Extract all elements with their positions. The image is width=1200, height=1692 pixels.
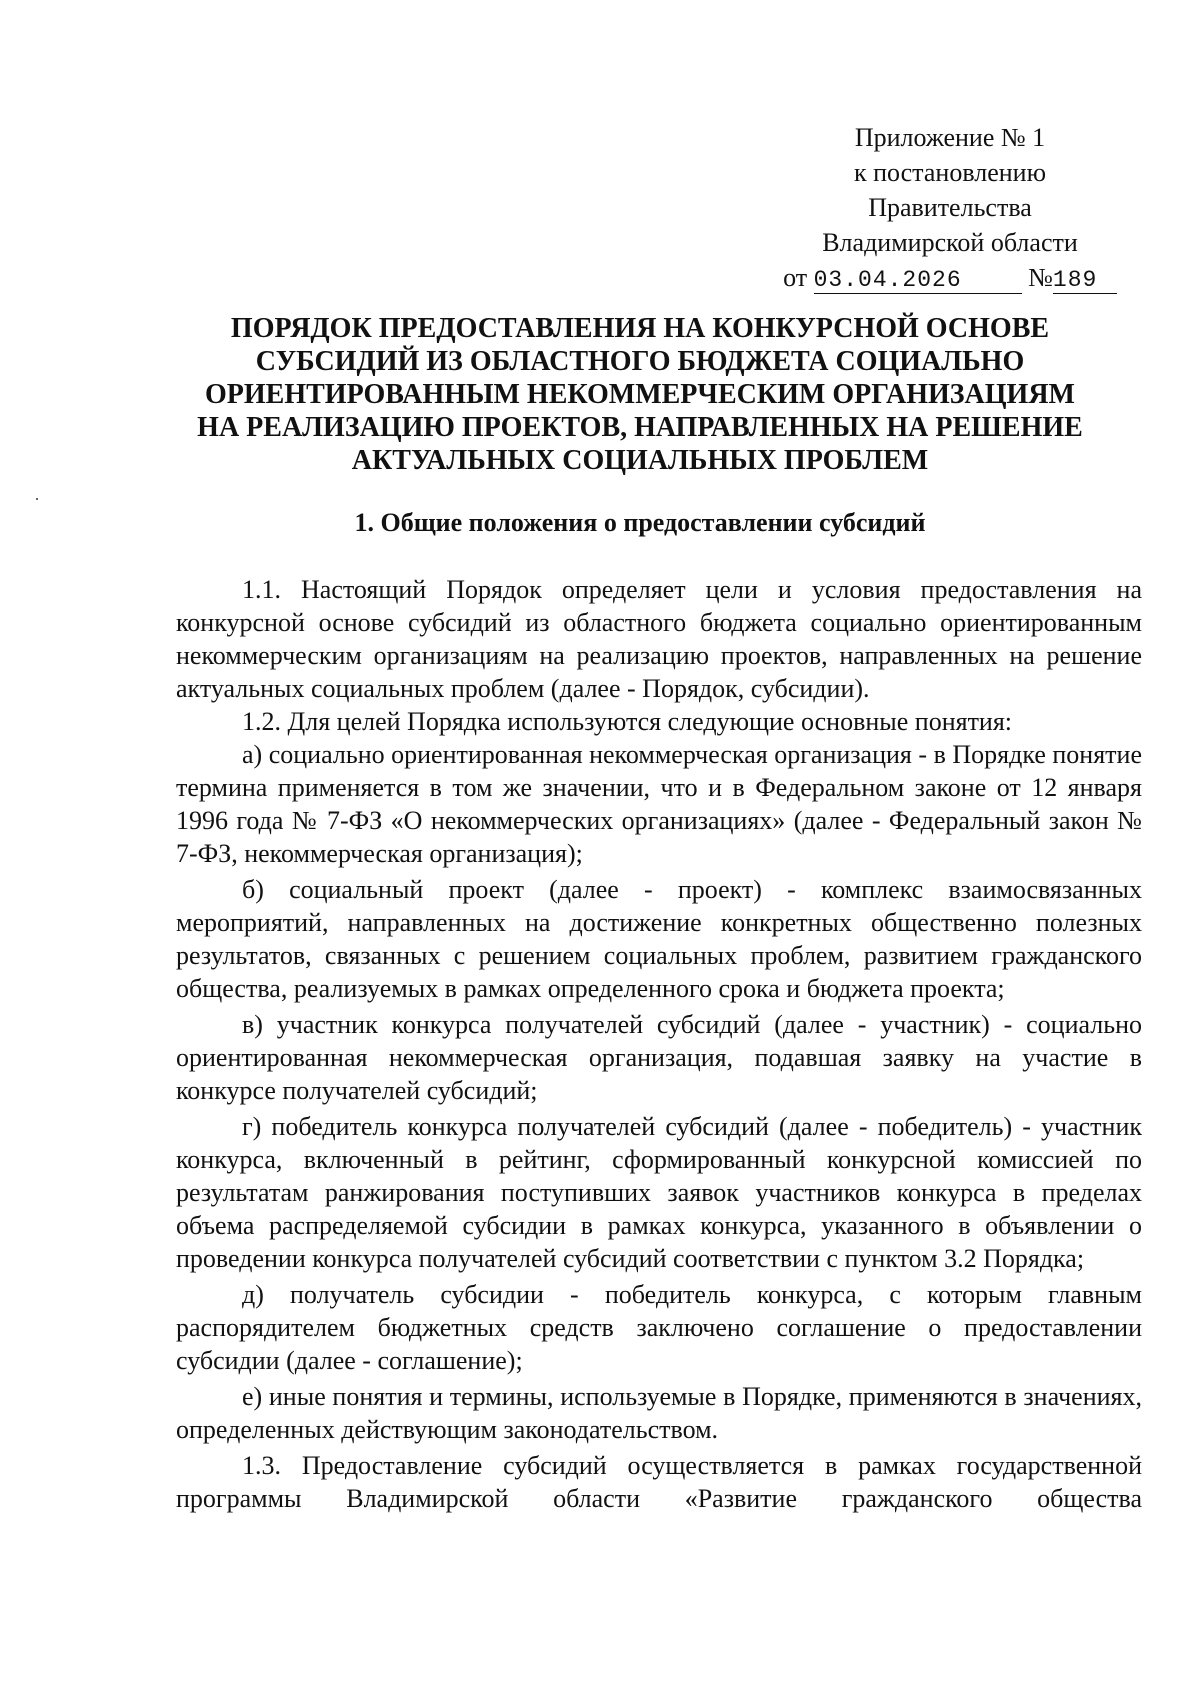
paragraph-1-1: 1.1. Настоящий Порядок определяет цели и условия предоставления на конкурсной основе субсидий из областного бюджета социально ориентированным некоммерческим организациям на реализацию проектов, направленных на решение актуальных социальных проблем (далее - Порядок, субсидии). <box>176 575 1142 703</box>
section-heading: 1. Общие положения о предоставлении субсидий <box>354 508 926 537</box>
title-line-5: АКТУАЛЬНЫХ СОЦИАЛЬНЫХ ПРОБЛЕМ <box>351 445 929 476</box>
paragraph-item-v: в) участник конкурса получателей субсидий (далее - участник) - социально ориентированная некоммерческая организация, подавшая заявку на участие в конкурсе получателей субсидий; <box>176 1010 1142 1105</box>
paragraph-item-a: а) социально ориентированная некоммерческая организация - в Порядке понятие термина применяется в том же значении, что и в Федеральном законе от 12 января 1996 года № 7-ФЗ «О некоммерческих организациях» (далее - Федеральный закон № 7-ФЗ, некоммерческая организация); <box>176 740 1142 868</box>
title-line-1: ПОРЯДОК ПРЕДОСТАВЛЕНИЯ НА КОНКУРСНОЙ ОСНОВЕ <box>230 313 1050 344</box>
paragraph-item-e: е) иные понятия и термины, используемые в Порядке, применяются в значениях, определенных действующим законодательством. <box>176 1382 1142 1444</box>
document-title <box>150 312 1130 477</box>
title-line-3: ОРИЕНТИРОВАННЫМ НЕКОММЕРЧЕСКИМ ОРГАНИЗАЦИЯМ <box>205 379 1075 410</box>
appendix-line-4: Владимирской области <box>822 228 1078 257</box>
title-line-4: НА РЕАЛИЗАЦИЮ ПРОЕКТОВ, НАПРАВЛЕННЫХ НА РЕШЕНИЕ <box>197 412 1083 443</box>
appendix-block <box>760 120 1140 295</box>
decree-number: 189 <box>1053 267 1117 294</box>
date-prefix: от <box>783 263 808 292</box>
appendix-line-2: к постановлению <box>853 158 1047 187</box>
appendix-date-line <box>760 260 1140 295</box>
number-prefix: № <box>1028 263 1053 292</box>
paragraph-item-b: б) социальный проект (далее - проект) - комплекс взаимосвязанных мероприятий, направленных на достижение конкретных общественно полезных результатов, связанных с решением социальных проблем, развитием гражданского общества, реализуемых в рамках определенного срока и бюджета проекта; <box>176 875 1142 1003</box>
decree-date: 03.04.2026 <box>814 267 1022 294</box>
appendix-line-3: Правительства <box>868 193 1032 222</box>
document-body <box>176 573 1142 1515</box>
scan-speck <box>36 498 38 500</box>
title-line-2: СУБСИДИЙ ИЗ ОБЛАСТНОГО БЮДЖЕТА СОЦИАЛЬНО <box>255 346 1025 377</box>
paragraph-item-g: г) победитель конкурса получателей субсидий (далее - победитель) - участник конкурса, включенный в рейтинг, сформированный конкурсной комиссией по результатам ранжирования поступивших заявок участников конкурса в пределах объема распределяемой субсидии в рамках конкурса, указанного в объявлении о проведении конкурса получателей субсидий соответствии с пунктом 3.2 Порядка; <box>176 1112 1142 1273</box>
paragraph-1-3: 1.3. Предоставление субсидий осуществляется в рамках государственной программы Владимирской области «Развитие гражданского общества <box>176 1451 1142 1513</box>
paragraph-1-2: 1.2. Для целей Порядка используются следующие основные понятия: <box>242 707 1013 736</box>
appendix-line-1: Приложение № 1 <box>854 123 1046 152</box>
paragraph-item-d: д) получатель субсидии - победитель конкурса, с которым главным распорядителем бюджетных средств заключено соглашение о предоставлении субсидии (далее - соглашение); <box>176 1280 1142 1375</box>
